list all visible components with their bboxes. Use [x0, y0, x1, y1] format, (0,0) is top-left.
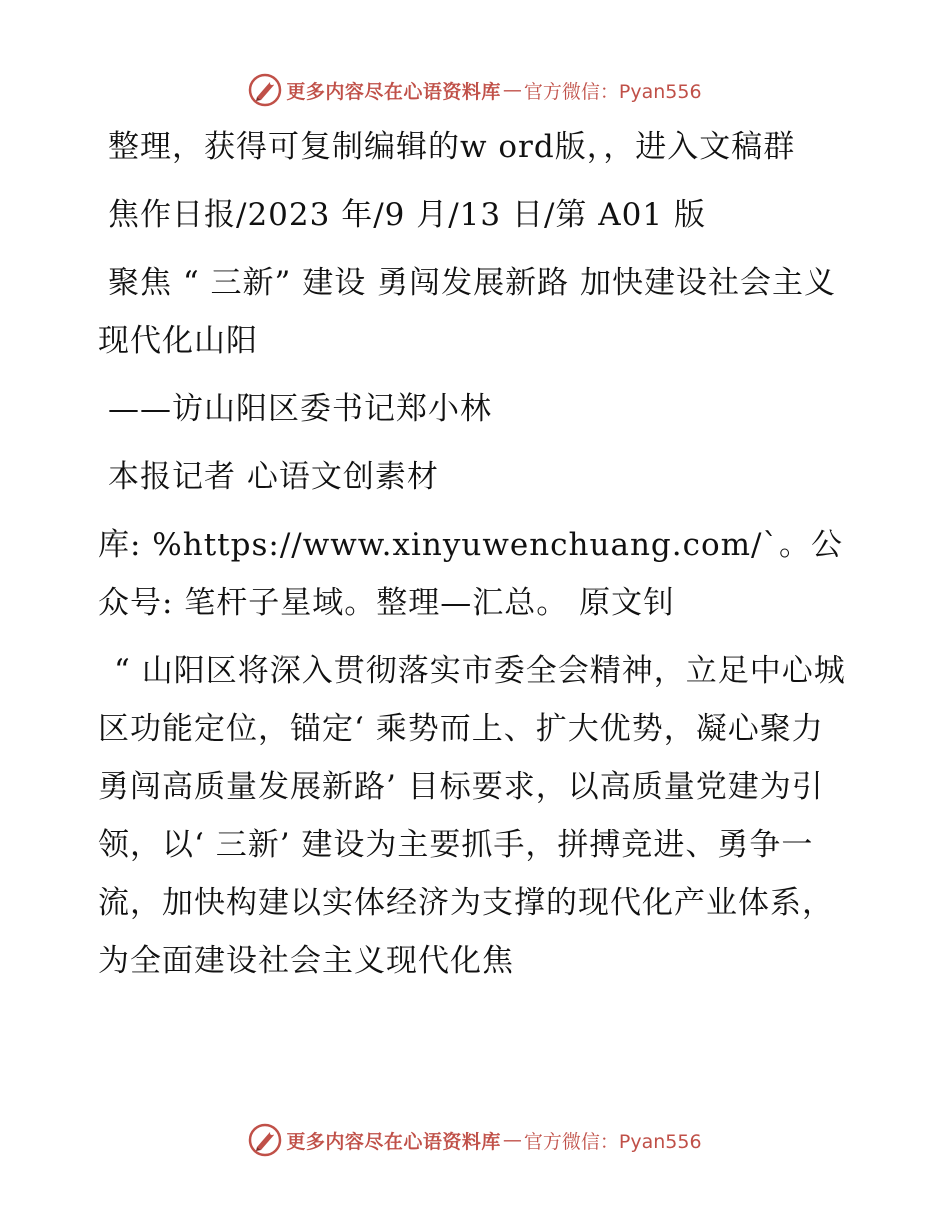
banner-main-text: 更多内容尽在心语资料库 — [286, 80, 501, 103]
source-notice: 库: %https://www.xinyuwenchuang.com/`。公众号: 笔杆子星域。整理—汇总。 原文钊 — [98, 527, 843, 621]
header-banner — [0, 70, 950, 110]
source-line: 焦作日报/2023 年/9 月/13 日/第 A01 版 — [108, 197, 706, 233]
pen-emblem-icon — [248, 73, 282, 107]
banner-wechat-text: 官方微信：Pyan556 — [523, 80, 702, 103]
banner-separator: — — [502, 1129, 522, 1151]
banner-inner — [248, 73, 701, 107]
body-paragraph: “ 山阳区将深入贯彻落实市委全会精神，立足中心城区功能定位，锚定‘ 乘势而上、扩大优势，凝心聚力勇闯高质量发展新路’ 目标要求，以高质量党建为引领，以‘ 三新’ 建设为主要抓手，拼搏竞进、勇争一流，加快构建以实体经济为支撑的现代化产业体系，为全面建设社会主义现代化焦 — [98, 653, 846, 979]
article-body — [98, 118, 850, 1000]
banner-wechat-text: 官方微信：Pyan556 — [523, 1130, 702, 1153]
reporter-line: 本报记者 心语文创素材 — [108, 459, 439, 495]
footer-banner — [0, 1120, 950, 1160]
intro-note: 整理，获得可复制编辑的w ord版，，进入文稿群 — [108, 129, 796, 165]
banner-main-text: 更多内容尽在心语资料库 — [286, 1130, 501, 1153]
banner-separator: — — [502, 79, 522, 101]
banner-inner-footer — [248, 1123, 701, 1157]
article-subtitle: ——访山阳区委书记郑小林 — [108, 391, 492, 427]
article-title: 聚焦 “ 三新” 建设 勇闯发展新路 加快建设社会主义现代化山阳 — [98, 265, 836, 359]
pen-emblem-icon — [248, 1123, 282, 1157]
